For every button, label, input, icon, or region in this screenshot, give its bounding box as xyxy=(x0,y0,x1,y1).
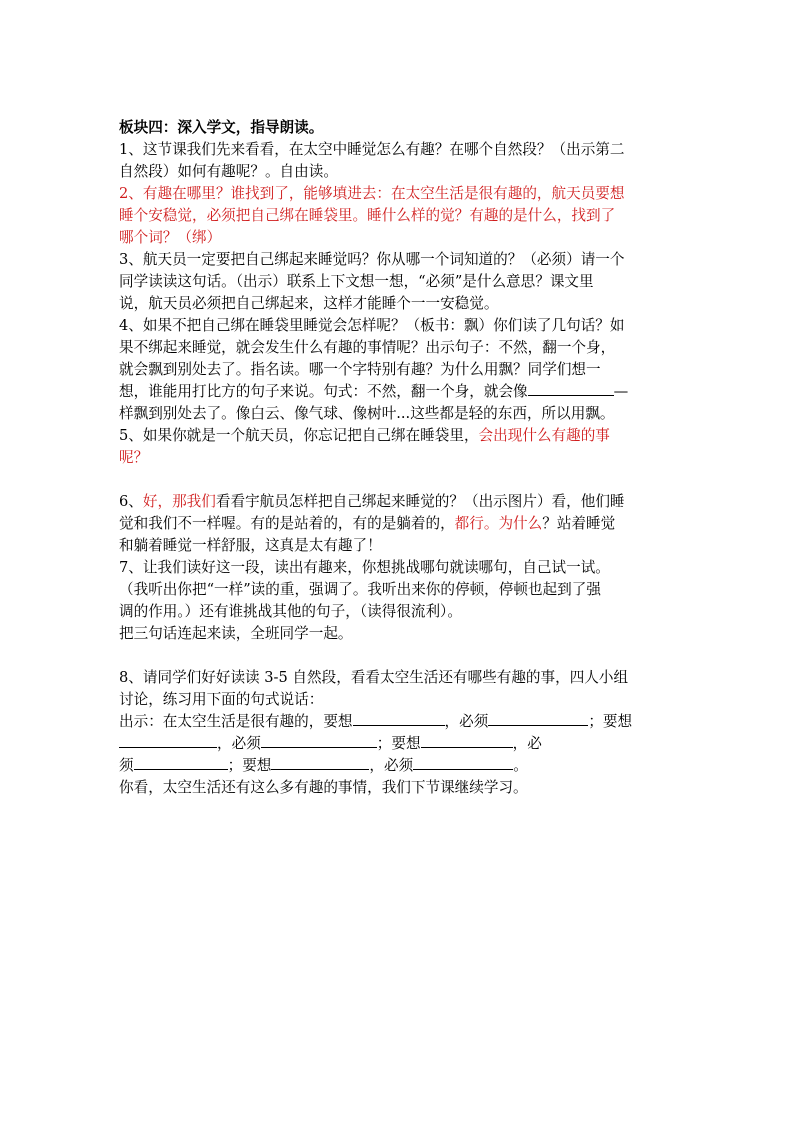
exercise-text: ；要想 xyxy=(376,735,421,752)
paragraph-4-line-5: 样飘到别处去了。像白云、像气球、像树叶...这些都是轻的东西，所以用飘。 xyxy=(119,405,615,422)
paragraph-1-line-1: 1、这节课我们先来看看，在太空中睡觉怎么有趣？在哪个自然段？（出示第二 xyxy=(119,141,625,158)
exercise-text: ；要想 xyxy=(588,713,633,730)
fill-blank xyxy=(413,755,513,770)
exercise-text: ，必须 xyxy=(369,757,414,774)
paragraph-6-number: 6、 xyxy=(119,493,143,510)
paragraph-8-line-6: 你看，太空生活还有这么多有趣的事情，我们下节课继续学习。 xyxy=(119,779,528,796)
fill-blank xyxy=(261,733,377,748)
exercise-text: 出示：在太空生活是很有趣的，要想 xyxy=(119,713,353,730)
fill-blank xyxy=(353,711,445,726)
paragraph-6-text-3: ？站着睡觉 xyxy=(542,515,616,532)
document-page xyxy=(119,117,679,799)
spacer xyxy=(119,645,679,667)
paragraph-7-line-1: 7、让我们读好这一段，读出有趣来，你想挑战哪句就读哪句，自己试一试。 xyxy=(119,559,610,576)
paragraph-6-text-1: 看看宇航员怎样把自己绑起来睡觉的？（出示图片）看，他们睡 xyxy=(215,493,625,510)
paragraph-6-text-2: 觉和我们不一样喔。有的是站着的，有的是躺着的， xyxy=(119,515,455,532)
dash-mark: — xyxy=(613,383,629,400)
exercise-text: ，必须 xyxy=(444,713,489,730)
paragraph-2-line-1: 2、有趣在哪里？谁找到了，能够填进去：在太空生活是很有趣的，航天员要想 xyxy=(119,185,625,202)
fill-blank xyxy=(488,711,588,726)
paragraph-8-line-5 xyxy=(119,755,679,777)
paragraph-4-line-4 xyxy=(119,381,679,403)
paragraph-2-line-3: 哪个词？（绑） xyxy=(119,229,222,246)
paragraph-8-line-3 xyxy=(119,711,679,733)
paragraph-8-line-1: 8、请同学们好好读读 3-5 自然段，看看太空生活还有哪些有趣的事，四人小组 xyxy=(119,669,629,686)
exercise-text: ，必须 xyxy=(217,735,261,752)
paragraph-6-highlight-1: 好，那我们 xyxy=(142,493,216,510)
fill-blank xyxy=(528,381,614,396)
fill-blank xyxy=(271,755,369,770)
paragraph-4-line-2: 果不绑起来睡觉，就会发生什么有趣的事情呢？出示句子：不然，翻一个身， xyxy=(119,339,616,356)
paragraph-7-line-2: （我听出你把“一样”读的重，强调了。我听出来你的停顿，停顿也起到了强 xyxy=(119,581,601,598)
paragraph-6-highlight-2: 都行。为什么 xyxy=(454,515,543,532)
exercise-text: ，必 xyxy=(512,735,542,752)
pattern-text: 想，谁能用打比方的句子来说。句式：不然，翻一个身，就会像 xyxy=(119,383,528,400)
paragraph-8-line-2: 讨论，练习用下面的句式说话： xyxy=(119,691,324,708)
paragraph-3-line-1: 3、航天员一定要把自己绑起来睡觉吗？你从哪一个词知道的？（必须）请一个 xyxy=(119,251,625,268)
fill-blank xyxy=(119,733,217,748)
paragraph-4-line-3: 就会飘到别处去了。指名读。哪一个字特别有趣？为什么用飘？同学们想一 xyxy=(119,361,601,378)
paragraph-5-line-1 xyxy=(119,425,679,447)
paragraph-8-line-4 xyxy=(119,733,679,755)
paragraph-7-line-4: 把三句话连起来读，全班同学一起。 xyxy=(119,625,353,642)
fill-blank xyxy=(421,733,513,748)
fill-blank xyxy=(134,755,228,770)
section-heading: 板块四：深入学文，指导朗读。 xyxy=(119,119,324,136)
paragraph-2-line-2: 睡个安稳觉，必须把自己绑在睡袋里。睡什么样的觉？有趣的是什么，找到了 xyxy=(119,207,616,224)
exercise-text: 。 xyxy=(513,757,528,774)
paragraph-5-text: 5、如果你就是一个航天员，你忘记把自己绑在睡袋里， xyxy=(119,427,479,444)
exercise-text: 须 xyxy=(119,757,134,774)
exercise-text: ；要想 xyxy=(227,757,272,774)
paragraph-7-line-3: 调的作用。）还有谁挑战其他的句子，（读得很流利）。 xyxy=(119,603,462,620)
paragraph-6-line-1 xyxy=(119,491,679,513)
paragraph-6-line-3: 和躺着睡觉一样舒服，这真是太有趣了！ xyxy=(119,537,382,554)
paragraph-6-line-2 xyxy=(119,513,679,535)
paragraph-5-highlight: 会出现什么有趣的事 xyxy=(478,427,610,444)
spacer xyxy=(119,469,679,491)
paragraph-3-line-3: 说，航天员必须把自己绑起来，这样才能睡个一一安稳觉。 xyxy=(119,295,499,312)
paragraph-1-line-2: 自然段）如何有趣呢？。自由读。 xyxy=(119,163,338,180)
paragraph-5-line-2: 呢？ xyxy=(119,449,149,466)
paragraph-4-line-1: 4、如果不把自己绑在睡袋里睡觉会怎样呢？（板书：飘）你们读了几句话？如 xyxy=(119,317,625,334)
paragraph-3-line-2: 同学读读这句话。（出示）联系上下文想一想，“必须”是什么意思？课文里 xyxy=(119,273,594,290)
